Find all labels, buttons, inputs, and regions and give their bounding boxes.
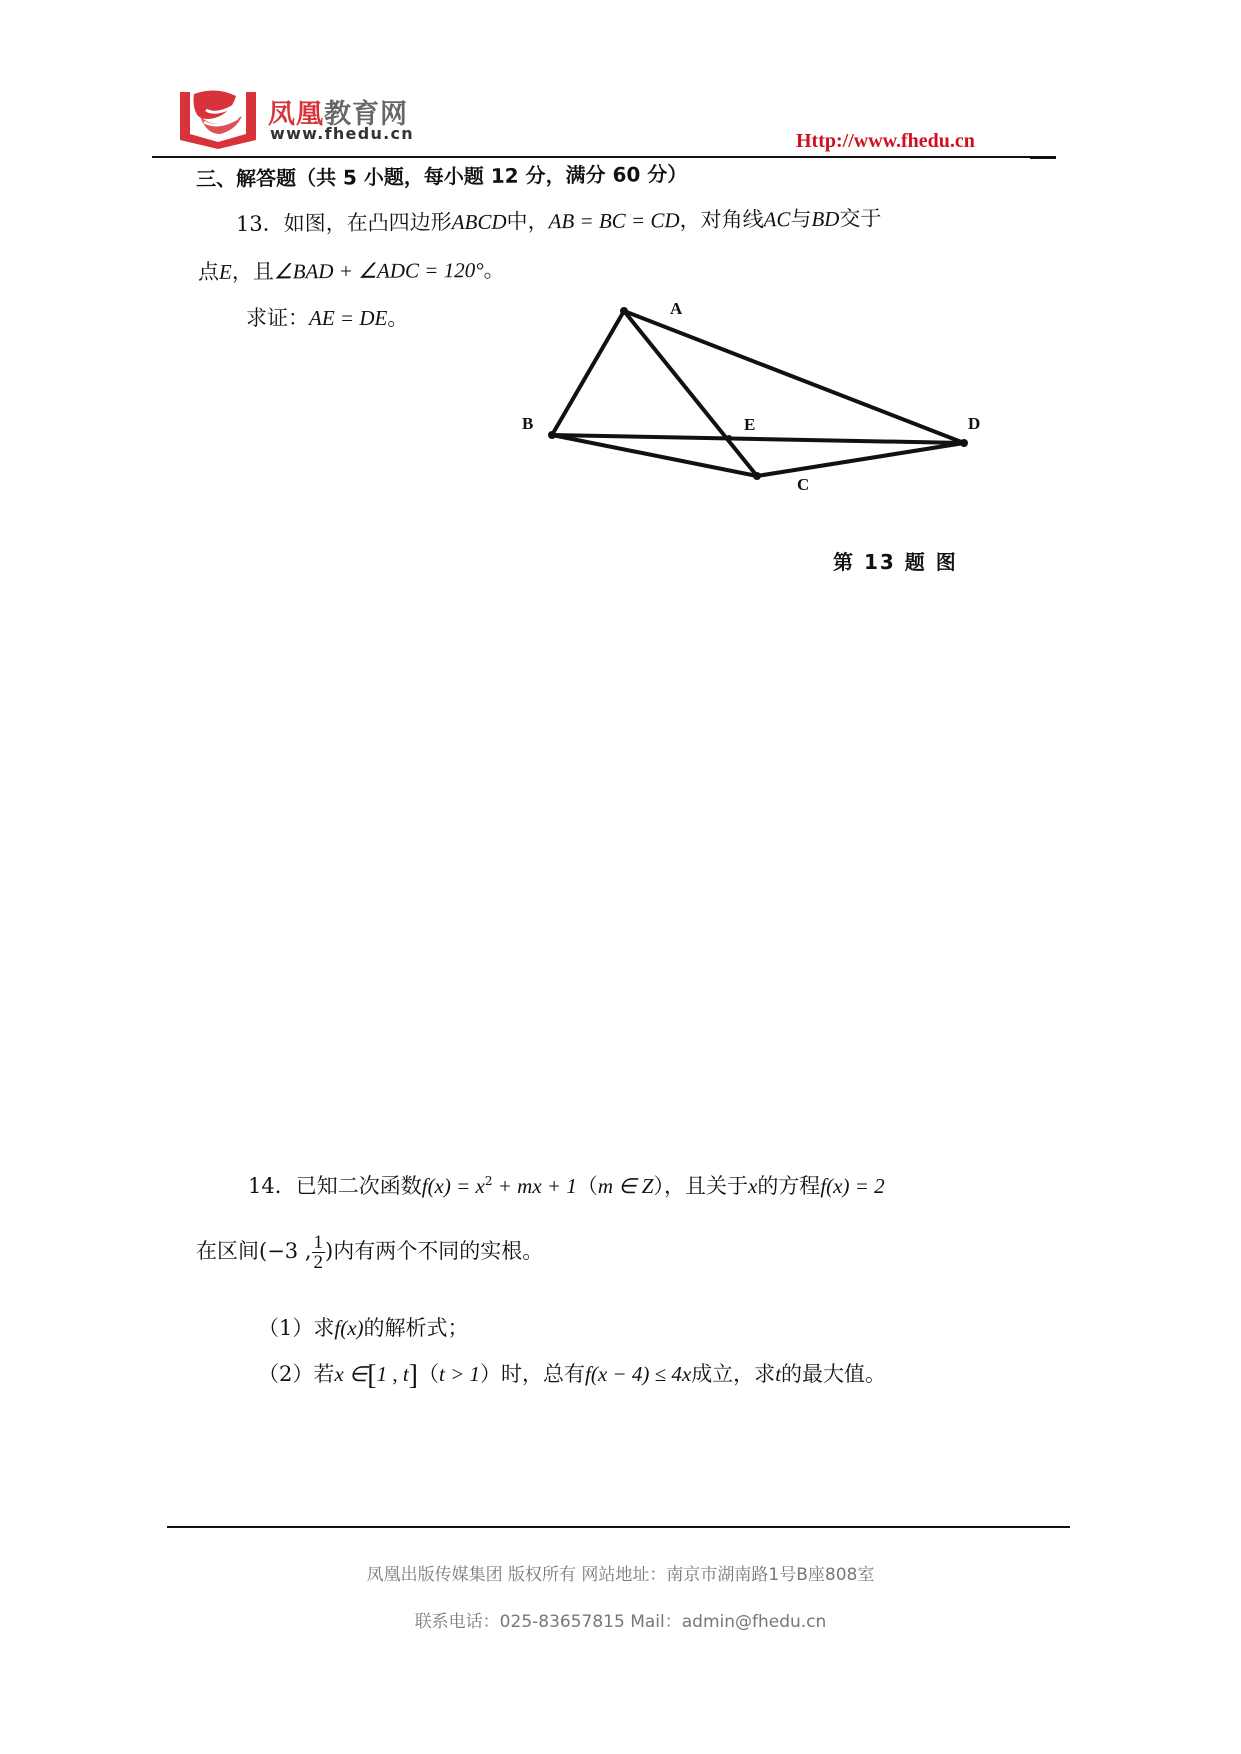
q14-text: 在区间 bbox=[196, 1239, 259, 1263]
part2-t-condition: t > 1 bbox=[439, 1362, 481, 1386]
q13-line-2 bbox=[198, 254, 505, 286]
q13-prove bbox=[246, 302, 408, 332]
q13-bd: BD bbox=[811, 206, 840, 231]
q14-text: 的方程 bbox=[757, 1174, 821, 1198]
left-bracket: [ bbox=[367, 1360, 377, 1391]
part2-t: t bbox=[775, 1362, 782, 1386]
q14-interval-end: ) bbox=[325, 1239, 334, 1263]
header-divider-end bbox=[1030, 156, 1056, 159]
footer-copyright: 凤凰出版传媒集团 版权所有 网站地址：南京市湖南路1号B座808室 bbox=[366, 1565, 875, 1585]
q13-figure bbox=[500, 280, 1000, 510]
label-d: D bbox=[968, 414, 981, 433]
q13-number: 13． bbox=[235, 211, 284, 236]
part2-text: 成立，求 bbox=[691, 1362, 776, 1386]
part2-text: 的最大值。 bbox=[781, 1362, 887, 1386]
q14-interval-start: (−3 , bbox=[259, 1239, 312, 1263]
part2-text: ）时，总有 bbox=[480, 1362, 586, 1386]
q14-text: 内有两个不同的实根。 bbox=[333, 1239, 544, 1263]
q13-text: 点 bbox=[197, 259, 220, 284]
logo-name-red: 凤凰 bbox=[268, 99, 324, 130]
figure-caption: 第 13 题 图 bbox=[833, 550, 958, 574]
fraction-half bbox=[312, 1233, 326, 1272]
fraction-denominator: 2 bbox=[313, 1252, 323, 1273]
prove-equation: AE = DE bbox=[309, 306, 388, 330]
q13-text: 。 bbox=[387, 306, 409, 330]
q14-line-2 bbox=[196, 1233, 543, 1272]
q13-text: 交于 bbox=[839, 206, 882, 231]
q13-equation: AB = BC = CD bbox=[548, 208, 680, 234]
part2-inequality: f(x − 4) ≤ 4x bbox=[585, 1362, 692, 1386]
q13-ac: AC bbox=[763, 207, 791, 232]
logo-url: www.fhedu.cn bbox=[270, 124, 414, 143]
part1-label: （1）求 bbox=[258, 1316, 335, 1340]
part2-x: x ∈ bbox=[334, 1362, 368, 1386]
footer-contact: 联系电话：025-83657815 Mail：admin@fhedu.cn bbox=[414, 1612, 827, 1632]
q13-text: 如图，在凸四边形 bbox=[283, 210, 452, 236]
q14-text: 已知二次函数 bbox=[295, 1174, 422, 1198]
logo-icon bbox=[176, 86, 260, 150]
q13-point-e: E bbox=[218, 259, 232, 284]
label-b: B bbox=[522, 414, 534, 433]
q13-line-1 bbox=[236, 202, 882, 238]
q14-part-2 bbox=[258, 1358, 886, 1392]
part2-interval: 1 , t bbox=[376, 1362, 409, 1386]
q13-text: 与 bbox=[790, 206, 812, 232]
q14-equation: f(x) = 2 bbox=[820, 1174, 885, 1198]
q13-abcd: ABCD bbox=[451, 209, 507, 235]
site-url-link[interactable]: Http://www.fhedu.cn bbox=[796, 130, 975, 152]
q13-text: ，且 bbox=[231, 259, 274, 284]
label-a: A bbox=[670, 299, 683, 318]
q14-text: （ bbox=[576, 1174, 598, 1198]
label-c: C bbox=[797, 475, 810, 494]
section-title: 三、解答题（共 5 小题，每小题 12 分，满分 60 分） bbox=[195, 161, 688, 191]
fraction-numerator: 1 bbox=[313, 1232, 323, 1253]
logo-name-gray: 教育网 bbox=[324, 99, 408, 130]
footer-divider bbox=[167, 1526, 1070, 1528]
q14-function: f(x) = x bbox=[421, 1174, 485, 1198]
part2-text: （ bbox=[418, 1362, 439, 1386]
part1-text: 的解析式； bbox=[363, 1316, 469, 1340]
q14-exponent: 2 bbox=[484, 1174, 493, 1188]
q14-line-1 bbox=[248, 1170, 885, 1200]
q14-part-1 bbox=[258, 1312, 469, 1342]
part2-label: （2）若 bbox=[258, 1362, 335, 1386]
q13-text: ，对角线 bbox=[679, 207, 764, 233]
q14-condition: m ∈ Z bbox=[597, 1174, 654, 1198]
label-e: E bbox=[744, 415, 756, 434]
prove-label: 求证： bbox=[246, 306, 309, 330]
header-divider bbox=[152, 156, 1056, 158]
q14-x: x bbox=[747, 1174, 758, 1198]
q14-function-rest: + mx + 1 bbox=[492, 1174, 577, 1198]
q13-text: 。 bbox=[483, 257, 505, 283]
right-bracket: ] bbox=[408, 1360, 418, 1391]
q13-angle-equation: ∠BAD + ∠ADC = 120° bbox=[273, 258, 484, 284]
q13-text: 中， bbox=[506, 209, 549, 234]
q14-text: ），且关于 bbox=[653, 1174, 748, 1198]
part1-fx: f(x) bbox=[334, 1316, 364, 1340]
q14-number: 14． bbox=[248, 1174, 296, 1198]
